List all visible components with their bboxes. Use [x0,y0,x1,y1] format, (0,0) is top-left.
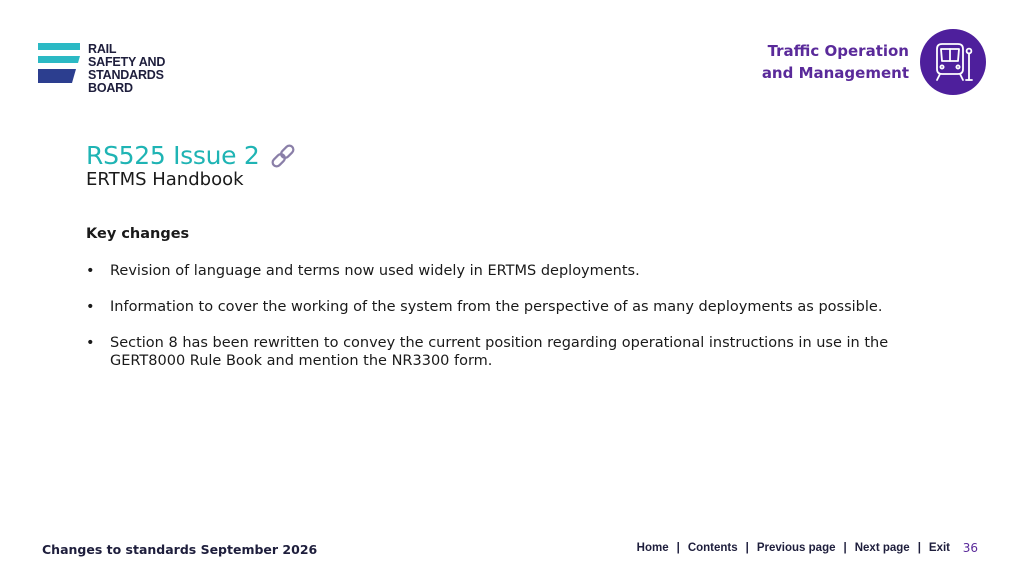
nav-separator: | [843,542,847,554]
logo-line: BOARD [88,81,133,95]
bullet-marker: • [86,299,95,315]
nav-exit-link[interactable]: Exit [928,542,950,554]
page-title: RS525 Issue 2 [86,141,260,170]
nav-home-link[interactable]: Home [636,542,669,554]
rssb-logo [38,43,165,95]
page-subtitle: ERTMS Handbook [86,169,244,190]
bullet-text: Information to cover the working of the system from the perspective of as many deployments as possible. [110,299,883,315]
category-badge [762,29,986,95]
category-line: Traffic Operation [767,42,909,60]
bullet-text: Section 8 has been rewritten to convey the current position regarding operational instructions in use in the GERT8000 Rule Book and mention the NR3300 form. [110,335,889,369]
list-item [86,334,966,370]
bullet-marker: • [86,335,95,351]
footer-nav [637,542,950,554]
logo-line: STANDARDS [88,68,164,82]
bullet-marker: • [86,263,95,279]
bullet-text: Revision of language and terms now used widely in ERTMS deployments. [110,263,640,279]
category-line: and Management [761,64,909,82]
chain-link-icon[interactable] [268,141,298,171]
list-item [86,298,966,316]
category-label [762,40,909,84]
nav-separator: | [676,542,680,554]
nav-separator: | [917,542,921,554]
page-number: 36 [962,541,978,555]
logo-text [88,43,165,95]
nav-previous-page-link[interactable]: Previous page [756,542,836,554]
logo-line: RAIL [88,42,117,56]
title-block [86,140,298,191]
nav-separator: | [745,542,749,554]
nav-next-page-link[interactable]: Next page [854,542,910,554]
footer-title: Changes to standards September 2026 [42,542,318,557]
nav-contents-link[interactable]: Contents [687,542,738,554]
title-row [86,140,298,172]
rssb-logo-mark-icon [38,43,80,83]
list-item [86,262,966,280]
bullet-list [86,262,966,388]
train-front-icon [920,29,986,95]
section-heading: Key changes [86,226,190,242]
logo-line: SAFETY AND [88,55,166,69]
